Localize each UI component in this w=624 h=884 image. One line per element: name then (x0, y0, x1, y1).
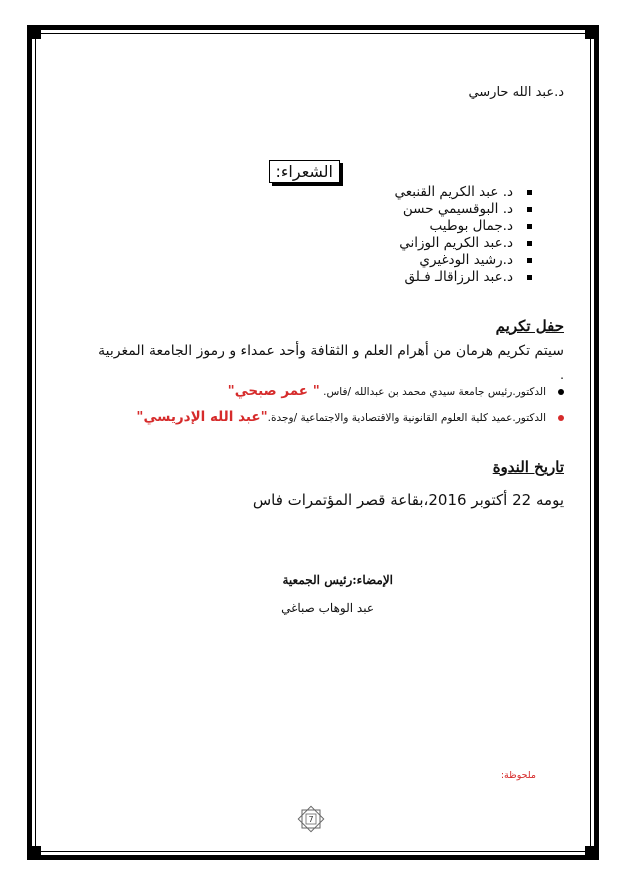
honor-heading: حفل تكريم (495, 317, 564, 335)
frame-corner-top-left (27, 25, 41, 39)
header-author: د.عبد الله حارسي (468, 85, 564, 100)
frame-corner-bottom-right (585, 846, 599, 860)
page-inner-border (35, 33, 591, 852)
honoree-item: الدكتور.عميد كلية العلوم القانونية والاقتصادية والاجتماعية /وجدة."عبد الله الإدريسي" (136, 409, 564, 425)
honoree-name: "عبد الله الإدريسي" (136, 409, 268, 425)
square-bullet-icon (527, 190, 532, 195)
square-bullet-icon (527, 241, 532, 246)
poets-section-title: الشعراء: (269, 160, 341, 183)
list-item: د. عبد الكريم القنبعي (394, 184, 532, 201)
signature-name: عبد الوهاب صباغي (281, 601, 374, 615)
honoree-item: الدكتور.رئيس جامعة سيدي محمد بن عبدالله /فاس. " عمر صبحي" (228, 383, 564, 399)
square-bullet-icon (527, 224, 532, 229)
page-number: 7 (308, 815, 314, 824)
bullet-icon (558, 389, 564, 395)
frame-corner-bottom-left (27, 846, 41, 860)
list-item: د.جمال بوطيب (394, 218, 532, 235)
honor-intro-period: . (560, 368, 564, 382)
list-item: د.عبد الرزاقالـ فـلق (394, 269, 532, 286)
frame-corner-top-right (585, 25, 599, 39)
square-bullet-icon (527, 207, 532, 212)
list-item: د. البوقسيمي حسن (394, 201, 532, 218)
event-date-text: يومه 22 أكتوبر 2016،بقاعة قصر المؤتمرات فاس (252, 491, 564, 509)
honoree-name: " عمر صبحي" (227, 383, 320, 399)
page-number-ornament (295, 804, 327, 834)
poets-list (394, 184, 532, 286)
list-item: د.رشيد الودغيري (394, 252, 532, 269)
bullet-icon (558, 415, 564, 421)
event-date-heading: تاريخ الندوة (492, 458, 564, 476)
square-bullet-icon (527, 275, 532, 280)
note-label: ملحوظة: (500, 770, 536, 781)
list-item: د.عبد الكريم الوزاني (394, 235, 532, 252)
signature-title: الإمضاء:رئيس الجمعية (282, 573, 393, 587)
square-bullet-icon (527, 258, 532, 263)
honor-intro: سيتم تكريم هرمان من أهرام العلم و الثقافة وأحد عمداء و رموز الجامعة المغربية (98, 343, 564, 359)
